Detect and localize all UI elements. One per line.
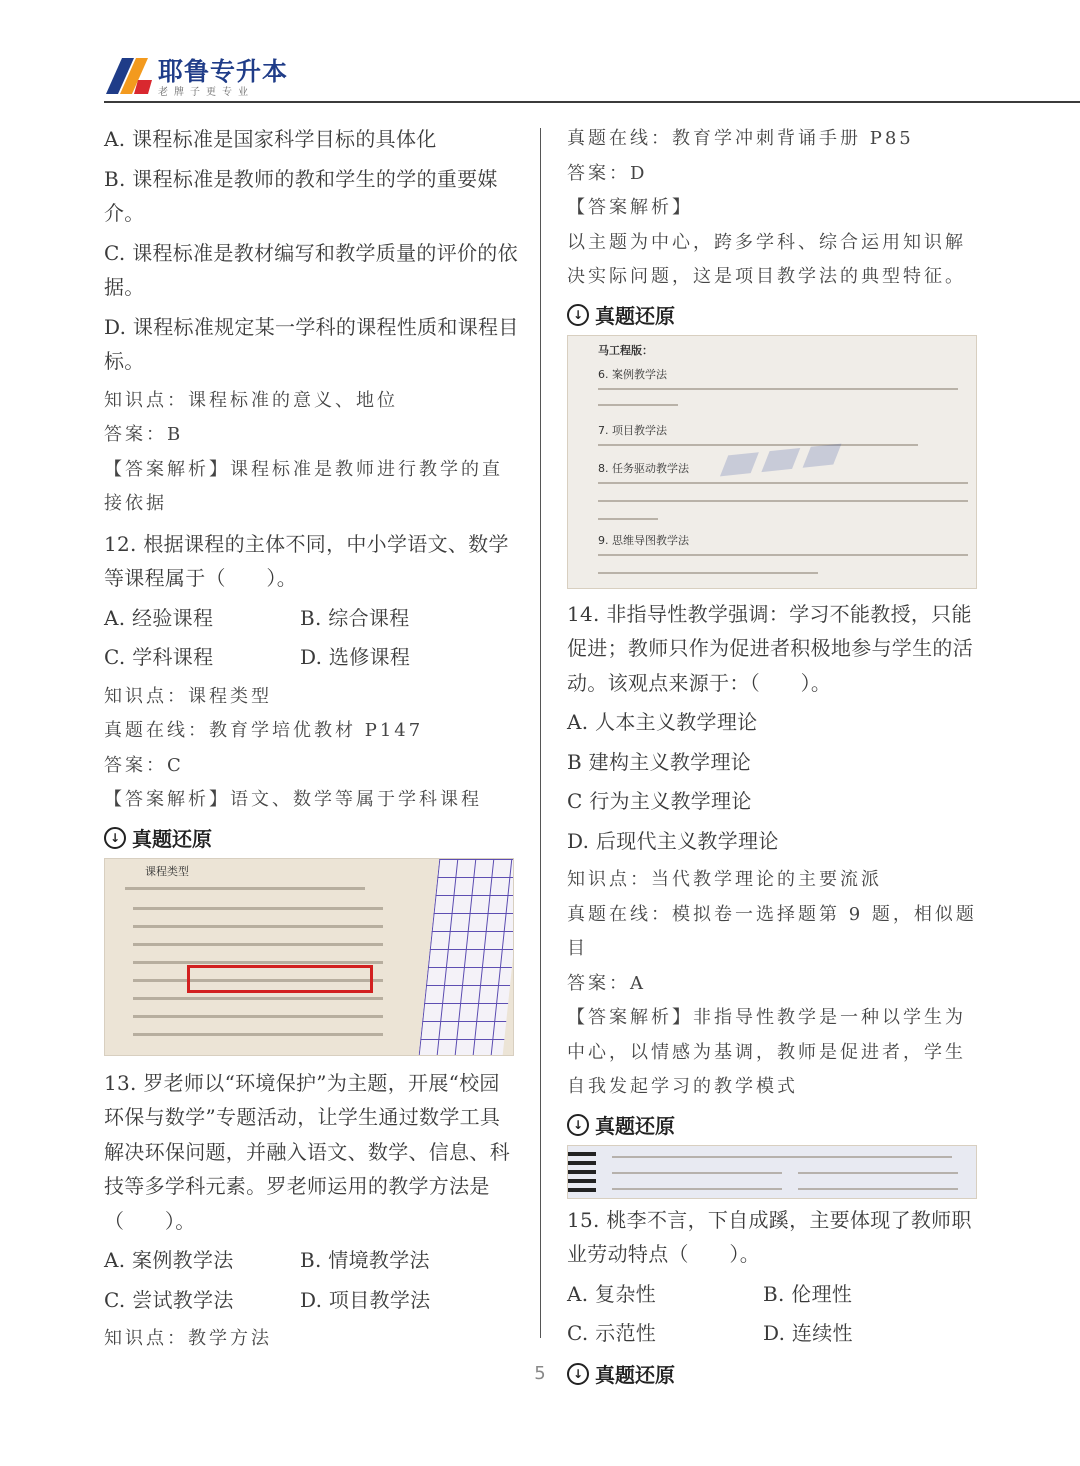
- q15-option-a: A. 复杂性: [567, 1281, 656, 1306]
- q12-knowledge: 知识点：课程类型: [104, 685, 272, 707]
- photo-caption: 课程类型: [145, 864, 189, 878]
- q15-option-b: B. 伦理性: [763, 1281, 853, 1306]
- q15-options-row-2: [567, 1316, 979, 1351]
- q12-source: 真题在线：教育学培优教材 P147: [104, 720, 424, 741]
- number-circle-icon: ↓: [567, 1363, 589, 1385]
- q12-stem: 12. 根据课程的主体不同，中小学语文、数学等课程属于（ ）。: [104, 531, 509, 590]
- q12-option-d: D. 选修课程: [300, 645, 411, 669]
- page-header: [0, 0, 1080, 105]
- q15-option-c: C. 示范性: [567, 1321, 657, 1345]
- q12-option-c: C. 学科课程: [104, 645, 214, 669]
- header-divider: [104, 101, 1080, 103]
- q13-option-d: D. 项目教学法: [300, 1287, 431, 1312]
- q12-option-a: A. 经验课程: [104, 605, 214, 630]
- q11-option-a: A. 课程标准是国家科学目标的具体化: [104, 127, 437, 151]
- restore-heading-3: [567, 1107, 979, 1143]
- q11-option-c: C. 课程标准是教材编写和教学质量的评价的依据。: [104, 240, 518, 299]
- restore-label: 真题还原: [132, 827, 212, 851]
- q12-options-row-2: [104, 640, 520, 675]
- left-column: [104, 122, 520, 1357]
- brand-name: 耶鲁专升本: [158, 57, 289, 86]
- q13-analysis: 以主题为中心，跨多学科、综合运用知识解决实际问题，这是项目教学法的典型特征。: [567, 231, 966, 287]
- q13-knowledge: 知识点：教学方法: [104, 1328, 272, 1349]
- photo-caption: 马工程版：: [598, 343, 653, 357]
- q14-analysis: 【答案解析】非指导性教学是一种以学生为中心，以情感为基调，教师是促进者，学生自我发起学习的教学模式: [567, 1007, 966, 1097]
- q13-option-a: A. 案例教学法: [104, 1248, 234, 1272]
- method-7-label: 7. 项目教学法: [598, 423, 667, 437]
- q15-options-row-1: [567, 1277, 979, 1312]
- q12-answer: 答案：C: [104, 754, 184, 776]
- number-circle-icon: ↓: [104, 827, 126, 849]
- q14-answer: 答案：A: [567, 972, 646, 994]
- restore-label: 真题还原: [595, 304, 675, 328]
- q14-option-d: D. 后现代主义教学理论: [567, 828, 779, 853]
- q14-option-b: B 建构主义教学理论: [567, 749, 752, 774]
- q11-knowledge: 知识点：课程标准的意义、地位: [104, 389, 398, 411]
- q12-option-b: B. 综合课程: [300, 605, 410, 630]
- page-number: 5: [534, 1363, 546, 1384]
- q13-stem: 13. 罗老师以“环境保护”为主题，开展“校园环保与数学”专题活动，让学生通过数学工具解决环保问题，并融入语文、数学、信息、科技等多学科元素。罗老师运用的教学方法是（ ）。: [104, 1070, 510, 1233]
- q14-source: 真题在线：模拟卷一选择题第 9 题，相似题目: [567, 903, 977, 959]
- q13-analysis-title: 【答案解析】: [567, 197, 693, 218]
- q15-option-d: D. 连续性: [763, 1321, 853, 1345]
- q13-answer: 答案：D: [567, 162, 648, 184]
- method-6-label: 6. 案例教学法: [598, 367, 667, 381]
- q13-options-row-1: [104, 1243, 520, 1278]
- brand-logo-icon: [104, 56, 154, 96]
- restore-label: 真题还原: [595, 1363, 675, 1387]
- q13-option-b: B. 情境教学法: [300, 1248, 430, 1272]
- grid-paper: [419, 859, 514, 1055]
- number-circle-icon: ↓: [567, 304, 589, 326]
- q12-analysis: 【答案解析】语文、数学等属于学科课程: [104, 789, 482, 810]
- q12-options-row-1: [104, 601, 520, 636]
- q11-option-d: D. 课程标准规定某一学科的课程性质和课程目标。: [104, 314, 519, 373]
- number-circle-icon: ↓: [567, 1114, 589, 1136]
- textbook-photo-2: [567, 335, 977, 589]
- q13-option-c: C. 尝试教学法: [104, 1287, 234, 1312]
- q11-answer: 答案：B: [104, 424, 184, 445]
- q14-option-a: A. 人本主义教学理论: [567, 710, 758, 734]
- textbook-photo-3: [567, 1145, 977, 1199]
- column-divider: [540, 128, 541, 1338]
- q13-source: 真题在线：教育学冲刺背诵手册 P85: [567, 128, 914, 149]
- textbook-photo-1: [104, 858, 514, 1056]
- highlight-box: [187, 965, 373, 993]
- method-9-label: 9. 思维导图教学法: [598, 533, 689, 547]
- brand-slogan: 老牌子更专业: [158, 87, 254, 98]
- q11-analysis: 【答案解析】课程标准是教师进行教学的直接依据: [104, 458, 503, 514]
- right-column: [567, 122, 979, 1394]
- restore-heading-2: [567, 297, 979, 333]
- method-8-label: 8. 任务驱动教学法: [598, 461, 689, 475]
- watermark-icon: ▰▰▰: [715, 417, 846, 493]
- restore-heading-1: [104, 820, 520, 856]
- q15-stem: 15. 桃李不言，下自成蹊，主要体现了教师职业劳动特点（ ）。: [567, 1207, 972, 1266]
- q14-stem: 14. 非指导性教学强调：学习不能教授，只能促进；教师只作为促进者积极地参与学生的活动。该观点来源于：（ ）。: [567, 601, 973, 695]
- q11-option-b: B. 课程标准是教师的教和学生的学的重要媒介。: [104, 166, 498, 225]
- q14-knowledge: 知识点：当代教学理论的主要流派: [567, 869, 882, 890]
- q13-options-row-2: [104, 1283, 520, 1318]
- q14-option-c: C 行为主义教学理论: [567, 789, 752, 813]
- restore-label: 真题还原: [595, 1114, 675, 1138]
